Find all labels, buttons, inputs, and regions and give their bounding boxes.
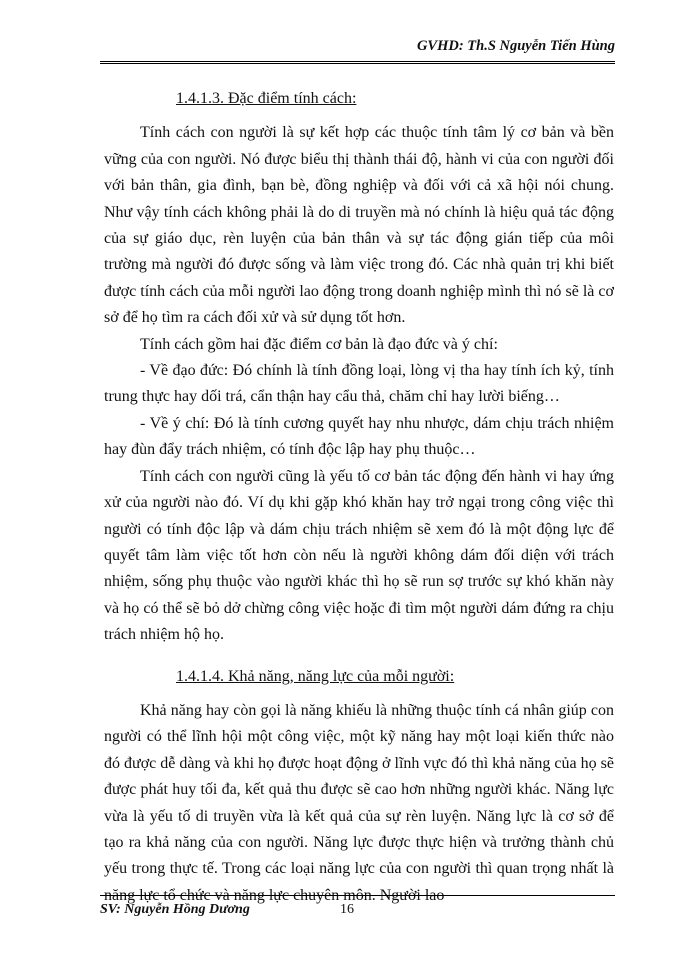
- list-item: - Về đạo đức: Đó chính là tính đồng loại, lòng vị tha hay tính ích kỷ, tính trung thực hay dối trá, cẩn thận hay cẩu thả, chăm chỉ hay lười biếng…: [104, 362, 614, 406]
- list-item: - Về ý chí: Đó là tính cương quyết hay nhu nhược, dám chịu trách nhiệm hay đùn đẩy trách nhiệm, có tính độc lập hay phụ thuộc…: [104, 414, 614, 459]
- advisor-name: GVHD: Th.S Nguyễn Tiến Hùng: [416, 38, 615, 54]
- page-header: [100, 38, 615, 64]
- paragraph: Tính cách gồm hai đặc điểm cơ bản là đạo đức và ý chí:: [140, 335, 498, 353]
- paragraph: Tính cách con người là sự kết hợp các thuộc tính tâm lý cơ bản và bền vững của con người. Nó được biểu thị thành thái độ, hành vi của con người đối với bản thân, gia đình, bạn bè, đồng nghiệp và đối với cả xã hội nói chung. Như vậy tính cách không phải là do di truyền mà nó chính là hiệu quả tác động của sự giáo dục, rèn luyện của bản thân và sự tác động gián tiếp của môi trường mà người đó được sống và làm việc trong đó. Các nhà quản trị khi biết được tính cách của mỗi người lao động trong doanh nghiệp mình thì nó sẽ là cơ sở để họ tìm ra cách đối xử và sử dụng tốt hơn.: [104, 124, 614, 327]
- paragraph: Khả năng hay còn gọi là năng khiếu là những thuộc tính cá nhân giúp con người có thể lĩnh hội một công việc, một kỹ năng hay một loại kiến thức nào đó được dễ dàng và khi họ được hoạt động ở lĩnh vực đó thì khả năng của họ sẽ được phát huy tối đa, kết quả thu được sẽ cao hơn những người khác. Năng lực vừa là yếu tố di truyền vừa là kết quả của sự rèn luyện. Năng lực là cơ sở để tạo ra khả năng của con người. Năng lực được thực hiện và trưởng thành chủ yếu trong thực tế. Trong các loại năng lực của con người thì quan trọng nhất là năng lực tổ chức và năng lực chuyên môn. Người lao: [104, 701, 614, 904]
- page-number: 16: [340, 902, 354, 917]
- page-footer: [100, 895, 615, 918]
- student-name: SV: Nguyễn Hồng Dương: [100, 902, 250, 917]
- section-heading: 1.4.1.4. Khả năng, năng lực của mỗi người:: [176, 667, 455, 685]
- section-heading: 1.4.1.3. Đặc điểm tính cách:: [176, 90, 357, 107]
- paragraph: Tính cách con người cũng là yếu tố cơ bản tác động đến hành vi hay ứng xử của người nào đó. Ví dụ khi gặp khó khăn hay trở ngại trong công việc thì người có tính độc lập và dám chịu trách nhiệm sẽ xem đó là một động lực để quyết tâm làm việc tốt hơn còn nếu là người không dám đối diện với trách nhiệm, sống phụ thuộc vào người khác thì họ sẽ run sợ trước sự khó khăn này và họ có thể sẽ bỏ dở chừng công việc hoặc đi tìm một người dám đứng ra chịu trách nhiệm hộ họ.: [104, 467, 614, 644]
- page-body: [104, 86, 614, 909]
